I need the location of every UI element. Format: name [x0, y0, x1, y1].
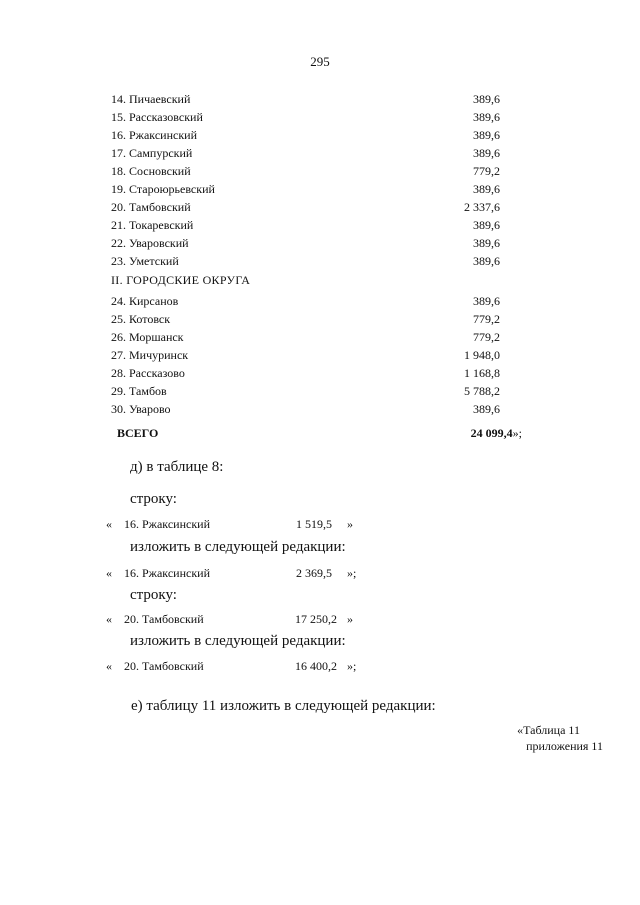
- open-quote: «: [106, 659, 112, 673]
- table-row-value: 389,6: [473, 92, 500, 106]
- table-row-value: 389,6: [473, 110, 500, 124]
- table-row-value: 389,6: [473, 294, 500, 308]
- table-row-name: 25. Котовск: [111, 312, 171, 326]
- table-row-name: 30. Уварово: [111, 402, 171, 416]
- table-row-value: 389,6: [473, 236, 500, 250]
- table-caption-line-2: приложения 11: [526, 739, 603, 753]
- close-quote: »: [347, 517, 353, 531]
- table-row-name: 15. Рассказовский: [111, 110, 203, 124]
- total-amount: 24 099,4: [470, 426, 513, 440]
- close-quote: »;: [347, 659, 357, 673]
- open-quote: «: [106, 566, 112, 580]
- table-caption-line-1: «Таблица 11: [517, 723, 580, 737]
- table-row-name: 22. Уваровский: [111, 236, 189, 250]
- paragraph-d: д) в таблице 8:: [130, 459, 224, 475]
- close-quote: »: [347, 612, 353, 626]
- table-row-value: 779,2: [473, 312, 500, 326]
- table-row-value: 389,6: [473, 254, 500, 268]
- table-row-value: 1 168,8: [464, 366, 500, 380]
- total-value: [471, 426, 522, 441]
- instruction-stroku: строку:: [130, 491, 177, 507]
- table-row-name: 20. Тамбовский: [111, 200, 191, 214]
- line-name: 20. Тамбовский: [124, 612, 204, 626]
- table-row-value: 389,6: [473, 146, 500, 160]
- table-row-name: 17. Сампурский: [111, 146, 193, 160]
- instruction-izlozhit: изложить в следующей редакции:: [130, 633, 346, 649]
- table-row-name: 14. Пичаевский: [111, 92, 191, 106]
- table-row-value: 779,2: [473, 164, 500, 178]
- instruction-izlozhit: изложить в следующей редакции:: [130, 539, 346, 555]
- section-heading: II. ГОРОДСКИЕ ОКРУГА: [111, 273, 251, 287]
- line-value: 1 519,5: [296, 517, 332, 531]
- table-row-name: 28. Рассказово: [111, 366, 185, 380]
- table-row-value: 2 337,6: [464, 200, 500, 214]
- table-row-name: 18. Сосновский: [111, 164, 191, 178]
- table-row-value: 779,2: [473, 330, 500, 344]
- table-row-value: 389,6: [473, 128, 500, 142]
- table-row-name: 24. Кирсанов: [111, 294, 179, 308]
- page-number: 295: [310, 54, 330, 69]
- line-name: 16. Ржаксинский: [124, 517, 210, 531]
- table-row-value: 5 788,2: [464, 384, 500, 398]
- table-row-name: 26. Моршанск: [111, 330, 184, 344]
- total-suffix: »;: [512, 426, 522, 440]
- table-row-value: 389,6: [473, 182, 500, 196]
- table-row-name: 27. Мичуринск: [111, 348, 189, 362]
- table-row-value: 1 948,0: [464, 348, 500, 362]
- line-name: 20. Тамбовский: [124, 659, 204, 673]
- line-name: 16. Ржаксинский: [124, 566, 210, 580]
- total-label: ВСЕГО: [117, 426, 159, 440]
- table-row-name: 23. Уметский: [111, 254, 179, 268]
- instruction-stroku: строку:: [130, 587, 177, 603]
- table-row-name: 29. Тамбов: [111, 384, 167, 398]
- table-row-value: 389,6: [473, 218, 500, 232]
- open-quote: «: [106, 517, 112, 531]
- paragraph-e: е) таблицу 11 изложить в следующей редакции:: [131, 698, 436, 714]
- line-value: 2 369,5: [296, 566, 332, 580]
- table-row-value: 389,6: [473, 402, 500, 416]
- open-quote: «: [106, 612, 112, 626]
- table-row-name: 19. Староюрьевский: [111, 182, 215, 196]
- close-quote: »;: [347, 566, 357, 580]
- table-row-name: 16. Ржаксинский: [111, 128, 197, 142]
- line-value: 16 400,2: [295, 659, 337, 673]
- line-value: 17 250,2: [295, 612, 337, 626]
- table-row-name: 21. Токаревский: [111, 218, 194, 232]
